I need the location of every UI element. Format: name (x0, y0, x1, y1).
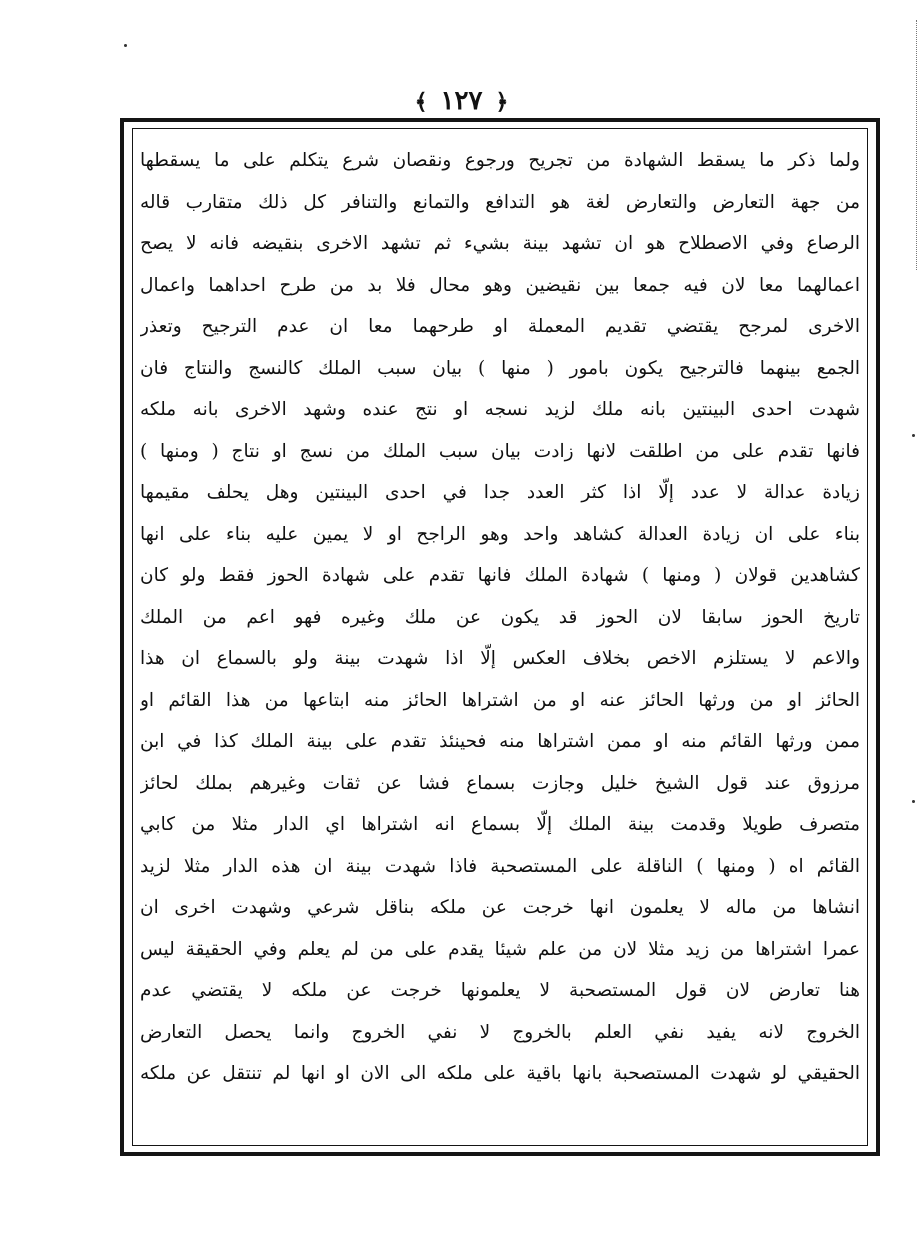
scan-speck (912, 434, 915, 437)
text-line: الرصاع وفي الاصطلاح هو ان تشهد بينة بشيء ثم تشهد الاخرى بنقيضه فانه لا يصح (140, 233, 860, 254)
text-line: الخروج لانه يفيد نفي العلم بالخروج لا نفي الخروج وانما يحصل التعارض (140, 1021, 860, 1043)
page-number-ornament-right: ﴿ (495, 89, 509, 115)
scan-speck (124, 44, 127, 47)
text-line: من جهة التعارض والتعارض لغة هو التدافع والتمانع والتنافر كل ذلك متقارب قاله (140, 191, 860, 213)
scan-speck (912, 800, 915, 803)
text-line: فانها تقدم على من اطلقت لانها زادت بيان سبب الملك من نسج او نتاج ( ومنها ) (140, 440, 860, 462)
text-line: الحائز او من ورثها الحائز عنه او من اشتراها الحائز منه ابتاعها من هذا القائم او (140, 689, 860, 711)
text-line: مرزوق عند قول الشيخ خليل وجازت بسماع فشا عن ثقات وغيرهم بملك لحائز (140, 772, 860, 794)
text-line: ولما ذكر ما يسقط الشهادة من تجريح ورجوع ونقصان شرع يتكلم على ما يسقطها (140, 150, 860, 171)
text-line: الجمع بينهما فالترجيح يكون بامور ( منها ) بيان سبب الملك كالنسج والنتاج فان (140, 357, 860, 379)
page-number-ornament-left: ﴾ (414, 89, 428, 115)
text-line: زيادة عدالة لا عدد إلّا اذا كثر العدد جدا في احدى البينتين وهل يحلف مقيمها (140, 482, 860, 503)
text-line: القائم اه ( ومنها ) الناقلة على المستصحبة فاذا شهدت بينة ان هذه الدار مثلا لزيد (140, 855, 860, 877)
text-line: شهدت احدى البينتين بانه ملك لزيد نسجه او نتج عنده وشهد الاخرى بانه ملكه (140, 399, 860, 420)
text-line: ممن ورثها القائم منه او ممن اشتراها منه فحينئذ تقدم على بينة الملك كذا في ابن (140, 731, 860, 752)
page-number (0, 86, 923, 116)
text-line: تاريخ الحوز سابقا لان الحوز قد يكون عن ملك وغيره فهو اعم من الملك (140, 606, 860, 628)
text-line: والاعم لا يستلزم الاخص بخلاف العكس إلّا اذا شهدت بينة ولو بالسماع ان هذا (140, 648, 860, 669)
text-line: اعمالهما معا لان فيه جمعا بين نقيضين وهو محال فلا بد من طرح احداهما واعمال (140, 274, 860, 296)
text-line: متصرف طويلا وقدمت بينة الملك إلّا بسماع انه اشتراها اي الدار مثلا من كابي (140, 814, 860, 835)
page-number-text: ١٢٧ (440, 86, 483, 116)
body-text (140, 140, 860, 1095)
text-line: هنا تعارض لان قول المستصحبة لا يعلمونها خرجت عن ملكه لا يقتضي عدم (140, 980, 860, 1001)
text-line: عمرا اشتراها من زيد مثلا لان من علم شيئا يقدم على من لم يعلم وفي الحقيقة ليس (140, 938, 860, 960)
text-line: الاخرى لمرجح يقتضي تقديم المعملة او طرحهما معا ان عدم الترجيح وتعذر (140, 316, 860, 337)
scan-edge-marks (916, 20, 923, 270)
text-line: انشاها من ماله لا يعلمون انها خرجت عن ملكه بناقل شرعي وشهدت اخرى ان (140, 897, 860, 918)
text-line: الحقيقي لو شهدت المستصحبة بانها باقية على ملكه الى الان او انها لم تنتقل عن ملكه (140, 1063, 860, 1084)
text-line: بناء على ان زيادة العدالة كشاهد واحد وهو الراجح او لا يمين عليه بناء على انها (140, 523, 860, 545)
text-line: كشاهدين قولان ( ومنها ) شهادة الملك فانها تقدم على شهادة الحوز فقط ولو كان (140, 565, 860, 586)
